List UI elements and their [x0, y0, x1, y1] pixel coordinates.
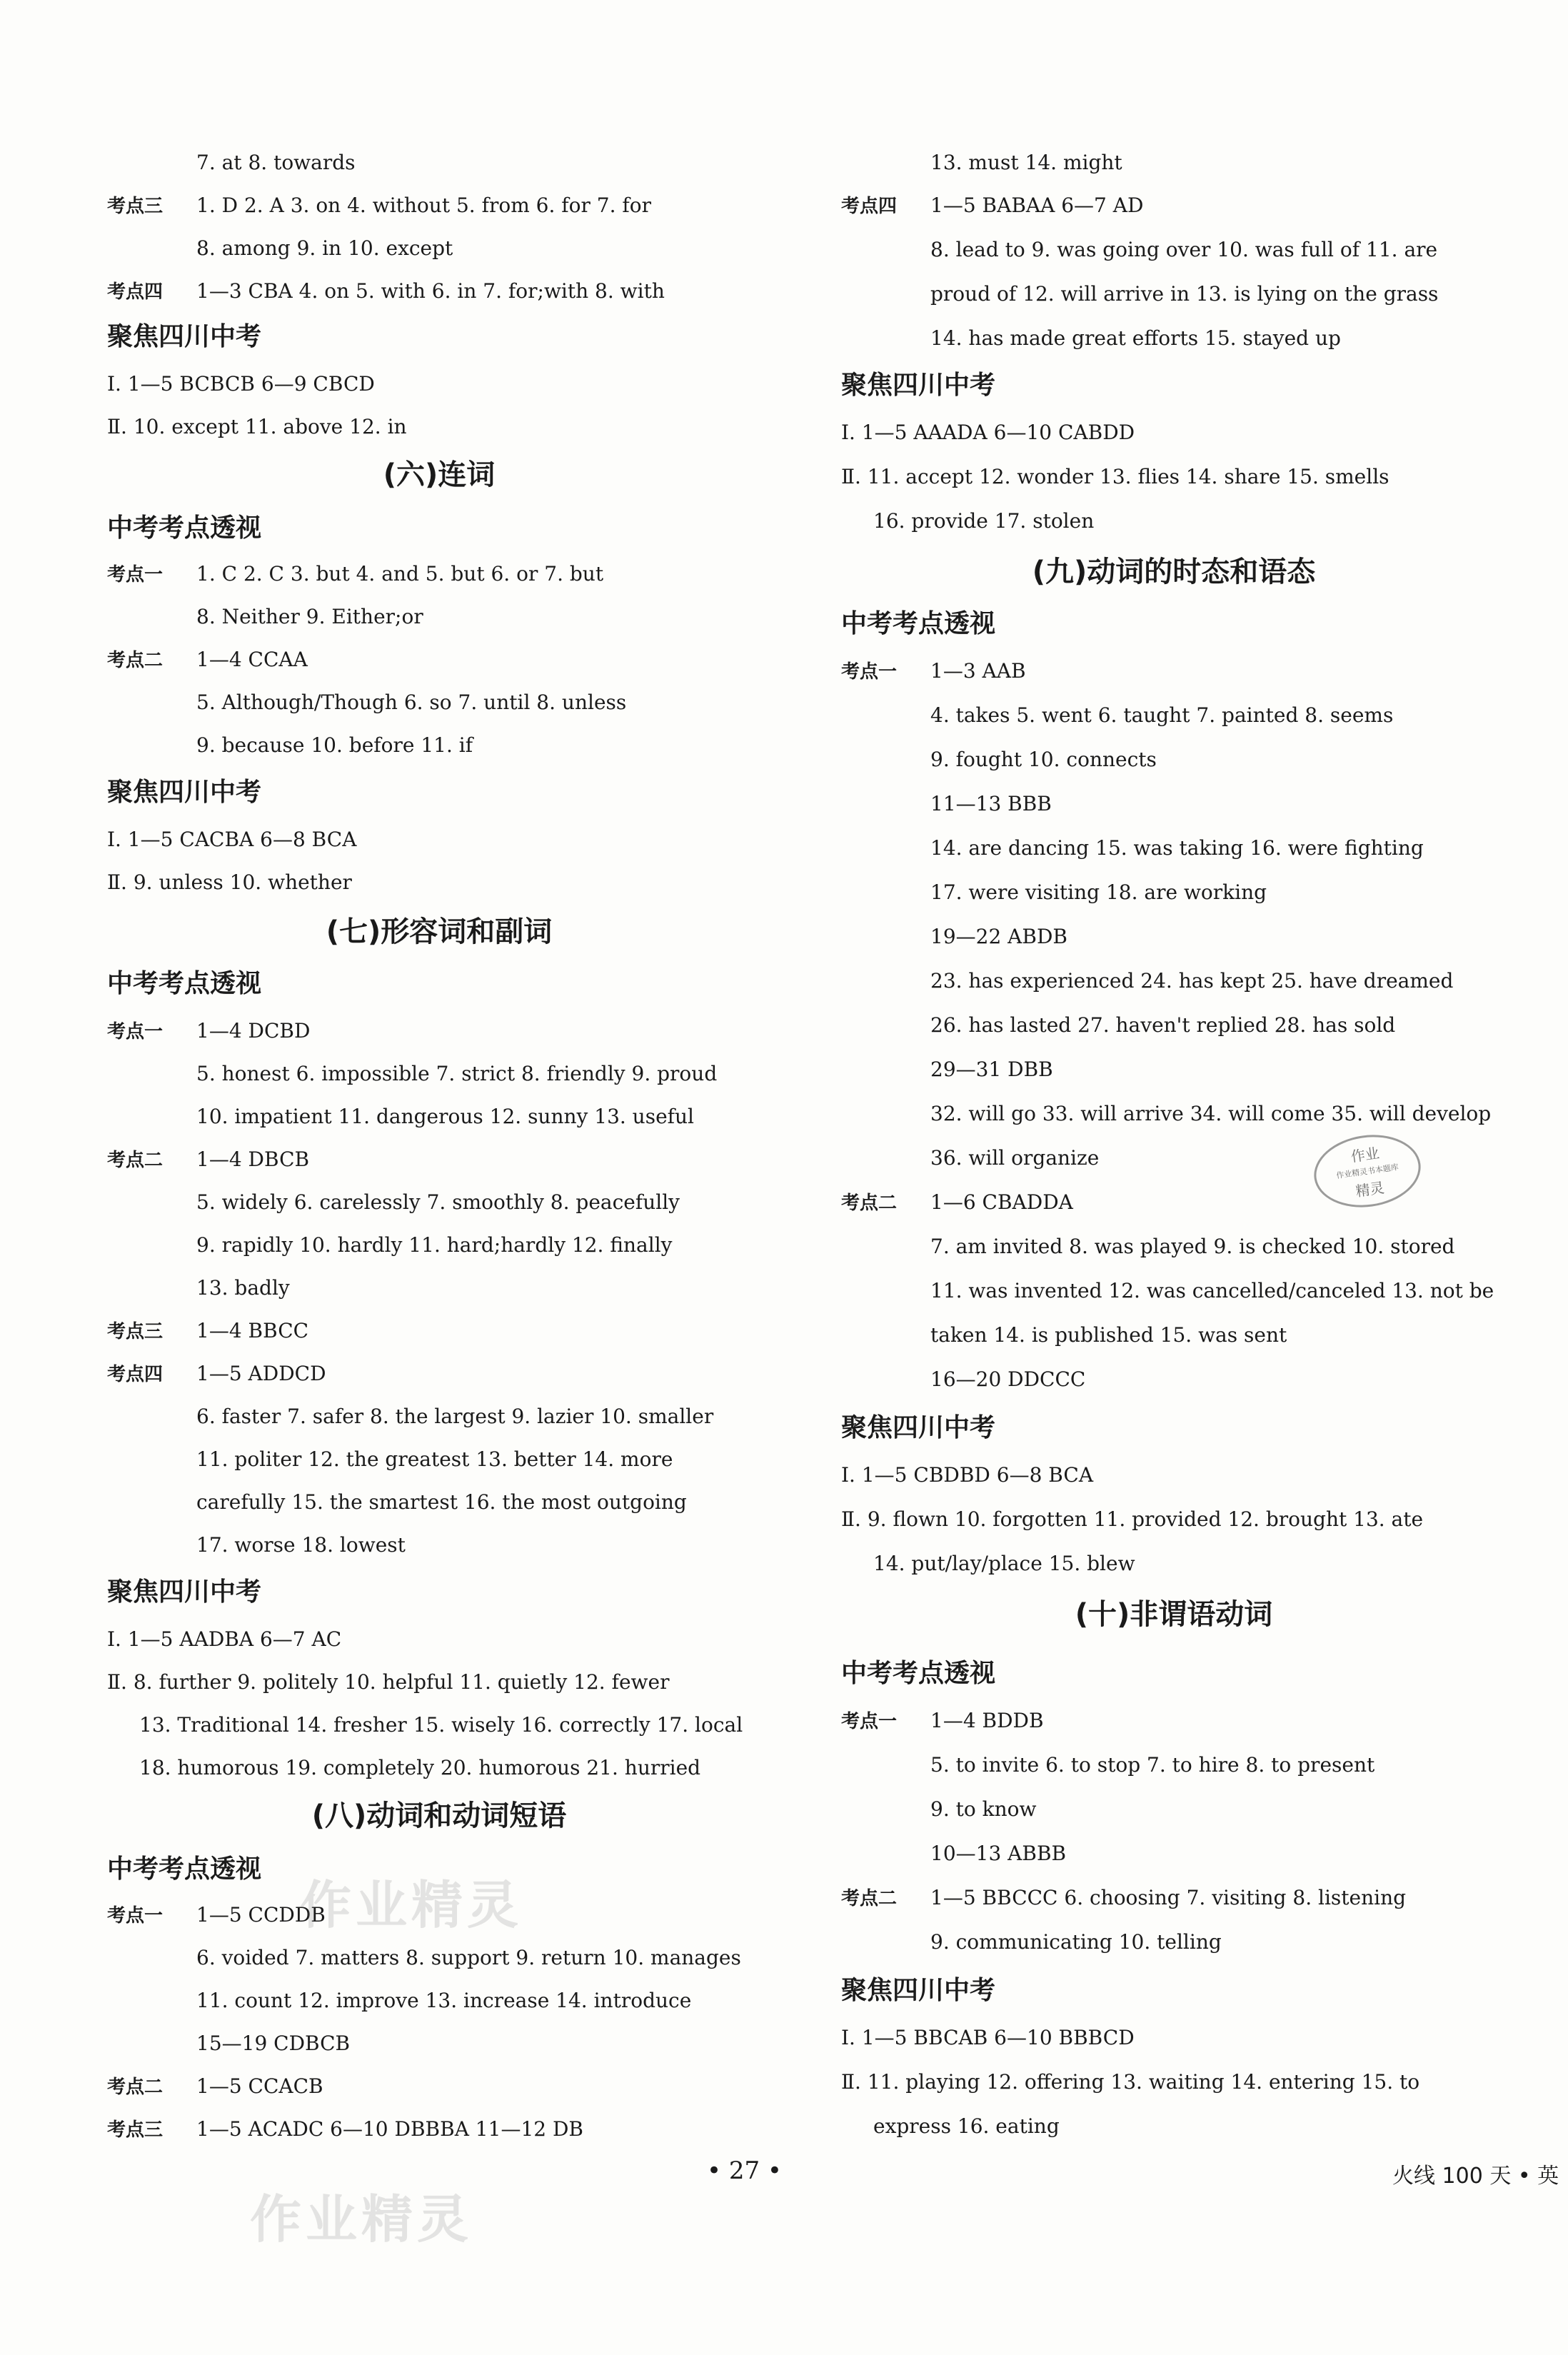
page-number: • 27 •	[707, 2156, 782, 2185]
watermark: 作业精灵	[250, 2189, 473, 2249]
answer-line	[841, 1708, 1044, 1734]
kaodian-label: 考点一	[107, 564, 164, 586]
answer-line: Ⅰ. 1—5 AADBA 6—7 AC	[107, 1627, 342, 1651]
answer-line: 7. am invited 8. was played 9. is checked 10. stored	[930, 1235, 1455, 1258]
answer-line: 11—13 BBB	[930, 792, 1052, 815]
answer-line: 36. will organize	[930, 1146, 1100, 1170]
answer-line: proud of 12. will arrive in 13. is lying on the grass	[930, 282, 1439, 306]
answer-text: 1—6 CBADDA	[930, 1190, 1073, 1214]
answer-text: 1—5 BBCCC 6. choosing 7. visiting 8. listening	[930, 1886, 1407, 1909]
answer-line: 10. impatient 11. dangerous 12. sunny 13. useful	[196, 1105, 695, 1128]
answer-line	[107, 1318, 308, 1345]
answer-line: 8. among 9. in 10. except	[196, 236, 453, 260]
answer-text: 1—3 AAB	[930, 659, 1026, 683]
answer-text: 1—4 BBCC	[196, 1319, 309, 1342]
kaodian-label: 考点四	[841, 196, 898, 217]
answer-line: Ⅱ. 8. further 9. politely 10. helpful 11. quietly 12. fewer	[107, 1670, 670, 1694]
answer-line	[107, 2074, 323, 2100]
kaodian-label: 考点四	[107, 1364, 164, 1385]
section-subheading: 中考考点透视	[841, 609, 996, 638]
answer-line	[841, 1190, 1073, 1216]
kaodian-label: 考点二	[107, 1150, 164, 1171]
chapter-heading: (十)非谓语动词	[1075, 1598, 1273, 1631]
section-subheading: 中考考点透视	[841, 1659, 996, 1688]
answer-text: 1—5 CCACB	[196, 2074, 323, 2098]
answer-line: 17. were visiting 18. are working	[930, 880, 1267, 904]
series-footer: 火线 100 天 • 英	[1392, 2164, 1559, 2189]
answer-line: 9. communicating 10. telling	[930, 1930, 1222, 1954]
answer-line: 11. politer 12. the greatest 13. better 14. more	[196, 1447, 673, 1471]
kaodian-label: 考点一	[841, 1711, 898, 1732]
chapter-heading: (七)形容词和副词	[326, 915, 553, 948]
answer-line: 5. to invite 6. to stop 7. to hire 8. to present	[930, 1753, 1375, 1777]
answer-line: Ⅰ. 1—5 AAADA 6—10 CABDD	[841, 421, 1135, 444]
answer-line: 15—19 CDBCB	[196, 2032, 351, 2055]
answer-line: 23. has experienced 24. has kept 25. have dreamed	[930, 969, 1454, 993]
answer-text: 1—4 DCBD	[196, 1019, 311, 1043]
kaodian-label: 考点四	[107, 281, 164, 303]
answer-line: Ⅰ. 1—5 CACBA 6—8 BCA	[107, 828, 357, 851]
answer-line	[107, 1147, 309, 1173]
answer-line: 4. takes 5. went 6. taught 7. painted 8. seems	[930, 703, 1394, 727]
answer-line: 6. faster 7. safer 8. the largest 9. lazier 10. smaller	[196, 1405, 714, 1428]
answer-line	[107, 1018, 310, 1045]
section-subheading: 聚焦四川中考	[107, 778, 262, 807]
answer-line: 14. put/lay/place 15. blew	[873, 1552, 1135, 1575]
kaodian-label: 考点三	[107, 1321, 164, 1342]
section-subheading: 中考考点透视	[107, 513, 262, 543]
answer-line: carefully 15. the smartest 16. the most outgoing	[196, 1490, 687, 1514]
answer-line: Ⅱ. 10. except 11. above 12. in	[107, 415, 407, 438]
kaodian-label: 考点二	[107, 2077, 164, 2098]
answer-text: 1—4 BDDB	[930, 1709, 1044, 1732]
answer-text: 1—3 CBA 4. on 5. with 6. in 7. for;with 8. with	[196, 279, 665, 303]
answer-line	[841, 658, 1026, 685]
answer-line	[841, 193, 1143, 219]
answer-line	[107, 647, 308, 673]
answer-line: Ⅱ. 11. accept 12. wonder 13. flies 14. share 15. smells	[841, 465, 1389, 488]
answer-line: Ⅱ. 9. unless 10. whether	[107, 870, 352, 894]
section-subheading: 聚焦四川中考	[841, 1413, 996, 1442]
answer-line: 11. count 12. improve 13. increase 14. introduce	[196, 1989, 692, 2012]
stamp-seal	[1310, 1128, 1425, 1214]
answer-text: 1—4 DBCB	[196, 1148, 310, 1171]
answer-line: 13. Traditional 14. fresher 15. wisely 16. correctly 17. local	[139, 1713, 743, 1737]
kaodian-label: 考点二	[841, 1192, 898, 1214]
answer-line: express 16. eating	[873, 2114, 1060, 2138]
kaodian-label: 考点一	[841, 661, 898, 683]
answer-text: 1—4 CCAA	[196, 648, 308, 671]
kaodian-label: 考点二	[107, 650, 164, 671]
section-subheading: 中考考点透视	[107, 969, 262, 998]
answer-line	[107, 1902, 326, 1929]
answer-line: Ⅰ. 1—5 BCBCB 6—9 CBCD	[107, 372, 375, 396]
answer-line: 19—22 ABDB	[930, 925, 1067, 948]
section-subheading: 聚焦四川中考	[841, 1976, 996, 2005]
stamp-line: 作业	[1350, 1144, 1381, 1165]
answer-line: 9. rapidly 10. hardly 11. hard;hardly 12. finally	[196, 1233, 673, 1257]
answer-line: 9. because 10. before 11. if	[196, 733, 473, 757]
section-subheading: 聚焦四川中考	[107, 1577, 262, 1607]
answer-line: 6. voided 7. matters 8. support 9. return 10. manages	[196, 1946, 741, 1969]
answer-line: 5. honest 6. impossible 7. strict 8. friendly 9. proud	[196, 1062, 718, 1085]
answer-line: 26. has lasted 27. haven't replied 28. has sold	[930, 1013, 1396, 1037]
answer-line	[107, 193, 651, 219]
answer-line: 7. at 8. towards	[196, 151, 356, 174]
answer-line	[107, 1361, 326, 1387]
kaodian-label: 考点二	[841, 1888, 898, 1909]
answer-line: 13. badly	[196, 1276, 290, 1300]
answer-line: 14. has made great efforts 15. stayed up	[930, 326, 1341, 350]
answer-text: 1. D 2. A 3. on 4. without 5. from 6. for 7. for	[196, 194, 651, 217]
answer-line: Ⅰ. 1—5 CBDBD 6—8 BCA	[841, 1463, 1094, 1487]
answer-line: 14. are dancing 15. was taking 16. were fighting	[930, 836, 1424, 860]
watermark: 作业精灵	[300, 1875, 523, 1935]
answer-text: 1. C 2. C 3. but 4. and 5. but 6. or 7. but	[196, 562, 604, 586]
answer-line: Ⅱ. 9. flown 10. forgotten 11. provided 12. brought 13. ate	[841, 1507, 1424, 1531]
section-subheading: 聚焦四川中考	[841, 371, 996, 400]
section-subheading: 聚焦四川中考	[107, 322, 262, 351]
answer-line	[107, 278, 665, 305]
answer-line: 9. to know	[930, 1797, 1037, 1821]
stamp-line: 作业精灵书本题库	[1335, 1162, 1399, 1181]
answer-line: 10—13 ABBB	[930, 1842, 1067, 1865]
answer-line: 16—20 DDCCC	[930, 1367, 1086, 1391]
answer-line: 16. provide 17. stolen	[873, 509, 1095, 533]
chapter-heading: (九)动词的时态和语态	[1032, 556, 1316, 588]
answer-line: 32. will go 33. will arrive 34. will come 35. will develop	[930, 1102, 1492, 1125]
answer-line	[841, 1885, 1406, 1912]
answer-line: 8. lead to 9. was going over 10. was full of 11. are	[930, 238, 1438, 261]
kaodian-label: 考点三	[107, 2119, 164, 2141]
answer-text: 1—5 CCDDB	[196, 1903, 326, 1927]
stamp-line: 精灵	[1355, 1179, 1386, 1200]
answer-text: 1—5 ACADC 6—10 DBBBA 11—12 DB	[196, 2117, 583, 2141]
answer-line: 8. Neither 9. Either;or	[196, 605, 423, 628]
answer-line: taken 14. is published 15. was sent	[930, 1323, 1287, 1347]
answer-line: 29—31 DBB	[930, 1058, 1053, 1081]
answer-line: 5. widely 6. carelessly 7. smoothly 8. peacefully	[196, 1190, 680, 1214]
kaodian-label: 考点一	[107, 1905, 164, 1927]
kaodian-label: 考点三	[107, 196, 164, 217]
answer-line: Ⅱ. 11. playing 12. offering 13. waiting 14. entering 15. to	[841, 2070, 1420, 2094]
answer-line	[107, 561, 603, 588]
kaodian-label: 考点一	[107, 1021, 164, 1043]
chapter-heading: (六)连词	[383, 458, 496, 491]
answer-text: 1—5 ADDCD	[196, 1362, 326, 1385]
answer-line: 11. was invented 12. was cancelled/canceled 13. not be	[930, 1279, 1494, 1302]
answer-text: 1—5 BABAA 6—7 AD	[930, 194, 1144, 217]
answer-line: Ⅰ. 1—5 BBCAB 6—10 BBBCD	[841, 2026, 1135, 2049]
answer-line: 17. worse 18. lowest	[196, 1533, 406, 1557]
answer-line	[107, 2117, 583, 2143]
section-subheading: 中考考点透视	[107, 1854, 262, 1884]
answer-line: 9. fought 10. connects	[930, 748, 1157, 771]
answer-line: 18. humorous 19. completely 20. humorous 21. hurried	[139, 1756, 701, 1779]
answer-line: 5. Although/Though 6. so 7. until 8. unless	[196, 691, 627, 714]
answer-line: 13. must 14. might	[930, 151, 1122, 174]
chapter-heading: (八)动词和动词短语	[311, 1799, 567, 1832]
